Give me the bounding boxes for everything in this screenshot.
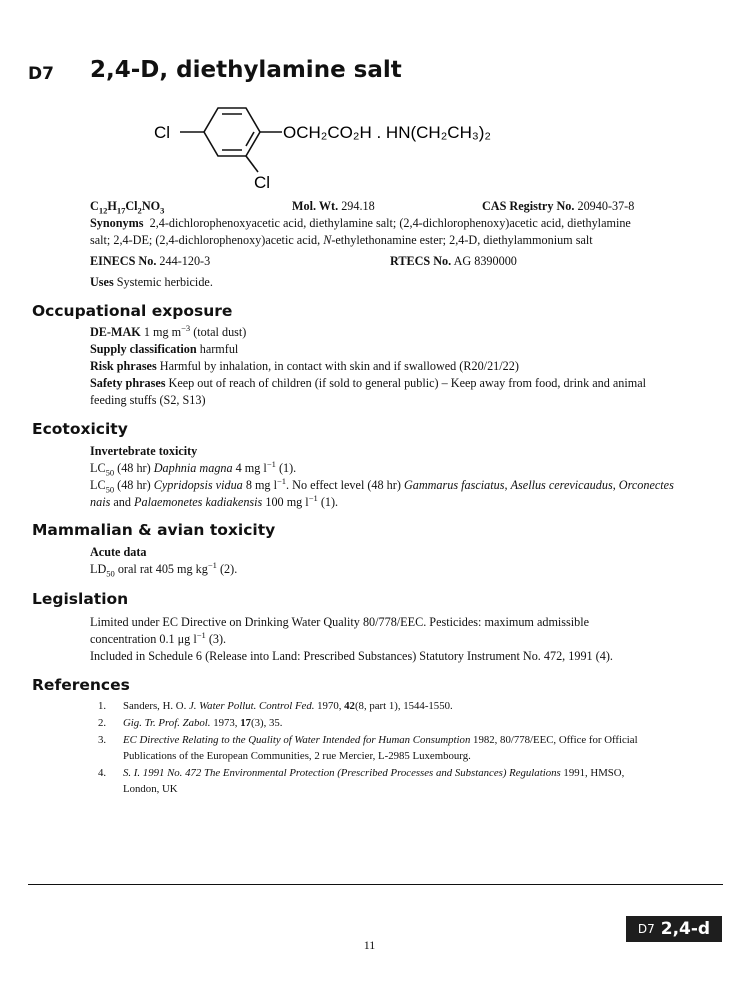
chlorine-left-label: Cl xyxy=(154,123,171,142)
demak-line: DE-MAK 1 mg $m^{-3}$ (total dust) xyxy=(90,322,247,339)
legislation-line-2: concentration 0.1 μg $l^{-1}$ (3). xyxy=(90,629,227,646)
uses: Uses Systemic herbicide. xyxy=(90,275,213,289)
ecotox-entry-2-line-1: $LC_{50}$ (48 hr) Cypridopsis vidua 8 mg $l^{-1}$. No effect level (48 hr) Gammarus fasciatus, Asellus cerevicaudus, Orconectes xyxy=(90,475,674,495)
benzene-ring-diagram xyxy=(150,90,570,195)
ecotox-entry-1: $LC_{50}$ (48 hr) Daphnia magna 4 mg $l^{-1}$ (1). xyxy=(90,458,297,478)
reference-item: 3. EC Directive Relating to the Quality of Water Intended for Human Consumption 1982, 80/778/EEC, Office for Official Publications of the European Communities, 2 rue Mercier, L-2985 Luxembourg. xyxy=(98,734,638,762)
entry-code: D7 xyxy=(28,64,54,84)
synonyms-line-1: Synonyms 2,4-dichlorophenoxyacetic acid, diethylamine salt; (2,4-dichlorophenoxy)acetic acid, diethylamine xyxy=(90,216,631,230)
molecular-weight: Mol. Wt. 294.18 xyxy=(292,199,375,213)
supply-classification: Supply classification harmful xyxy=(90,342,239,356)
molecular-formula: $C_{12}H_{17}Cl_2NO_3$ xyxy=(90,199,165,216)
invertebrate-toxicity-subheading: Invertebrate toxicity xyxy=(90,444,198,458)
legislation-line-1: Limited under EC Directive on Drinking Water Quality 80/778/EEC. Pesticides: maximum admissible xyxy=(90,615,590,629)
risk-phrases: Risk phrases Harmful by inhalation, in contact with skin and if swallowed (R20/21/22) xyxy=(90,359,519,373)
legislation-line-3: Included in Schedule 6 (Release into Land: Prescribed Substances) Statutory Instrument No. 472, 1991 (4). xyxy=(90,649,613,663)
chemical-structure xyxy=(150,90,570,195)
page-title: 2,4-D, diethylamine salt xyxy=(90,57,402,83)
safety-phrases-line-1: Safety phrases Keep out of reach of children (if sold to general public) – Keep away from food, drink and animal xyxy=(90,376,647,390)
rtecs-number: RTECS No. AG 8390000 xyxy=(390,254,517,268)
substituent-label: OCH₂CO₂H . HN(CH₂CH₃)₂ xyxy=(283,123,492,142)
ecotoxicity-heading: Ecotoxicity xyxy=(32,420,128,438)
synonyms-line-2: salt; 2,4-DE; (2,4-dichlorophenoxy)acetic acid, N-ethylethonamine ester; 2,4-D, diethylammonium salt xyxy=(90,233,593,247)
reference-item: 2. Gig. Tr. Prof. Zabol. 1973, 17(3), 35. xyxy=(98,717,283,729)
chlorine-bottom-label: Cl xyxy=(254,173,271,192)
legislation-heading: Legislation xyxy=(32,590,129,608)
section-tab-code: D7 xyxy=(637,922,655,936)
safety-phrases-line-2: feeding stuffs (S2, S13) xyxy=(90,393,206,407)
mammalian-toxicity-heading: Mammalian & avian toxicity xyxy=(32,521,276,539)
ecotox-entry-2-line-2: nais and Palaemonetes kadiakensis 100 mg $l^{-1}$ (1). xyxy=(90,492,339,509)
occupational-exposure-heading: Occupational exposure xyxy=(32,302,233,320)
ld50-entry: $LD_{50}$ oral rat 405 mg $kg^{-1}$ (2). xyxy=(90,559,238,579)
page-number: 11 xyxy=(363,938,376,952)
einecs-number: EINECS No. 244-120-3 xyxy=(90,254,211,268)
references-list xyxy=(98,698,658,798)
footer-rule xyxy=(28,884,723,885)
reference-item: 1. Sanders, H. O. J. Water Pollut. Control Fed. 1970, 42(8, part 1), 1544-1550. xyxy=(98,700,453,712)
references-heading: References xyxy=(32,676,130,694)
cas-registry-number: CAS Registry No. 20940-37-8 xyxy=(482,199,635,213)
acute-data-subheading: Acute data xyxy=(90,545,147,559)
section-tab-name: 2,4-d xyxy=(660,919,711,939)
reference-item: 4. S. I. 1991 No. 472 The Environmental Protection (Prescribed Processes and Substances) Regulations 1991, HMSO, London, UK xyxy=(98,767,625,795)
